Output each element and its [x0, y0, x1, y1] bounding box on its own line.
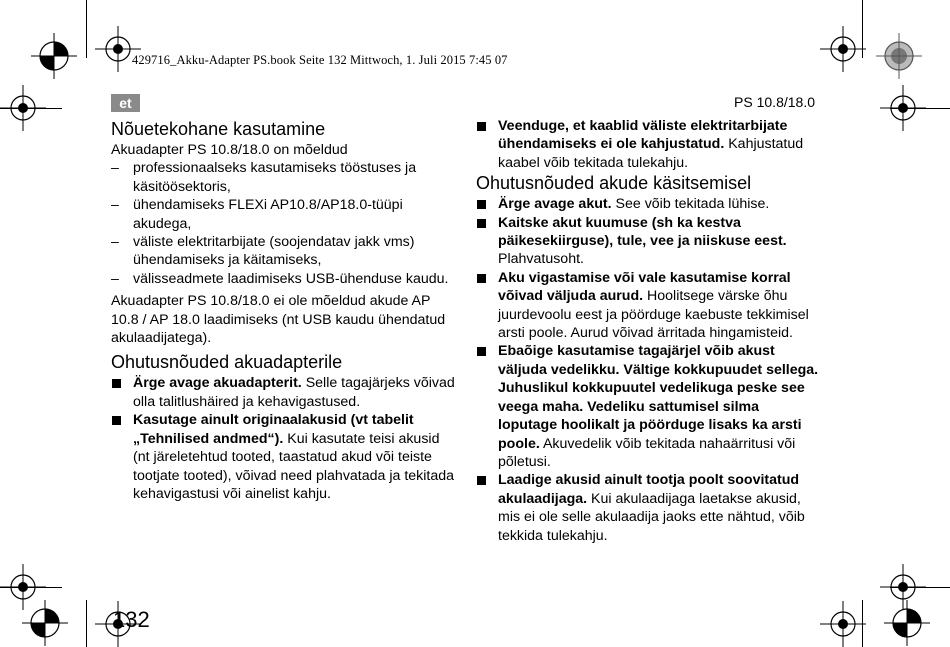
safety-item-bold: Aku vigastamise või vale kasutamise korral võivad väljuda aurud. [498, 269, 791, 305]
safety-item-text: Kui kasutate teisi akusid (nt järeletehtud tooted, taastatud akud või teiste tootjate tooted), võivad need plahvatada ja tekitada kehavigastusi või ainelist kahju. [133, 430, 455, 502]
section-heading-adapter-safety: Ohutusnõuded akuadapterile [111, 352, 343, 373]
registration-mark-icon [884, 600, 930, 646]
crop-line-bottom-left [86, 600, 87, 647]
safety-item-text: Akuvedelik võib tekitada nahaärritusi või põletusi. [498, 435, 796, 470]
safety-item-bold: Kaitske akut kuumuse (sh ka kestva päikesekiirguse), tule, vee ja niiskuse eest. [498, 214, 787, 250]
registration-mark-icon [820, 601, 866, 647]
safety-item-bold: Ebaõige kasutamise tagajärjel võib akust väljuda vedelikku. Vältige kokkupuudet sellega. Juhuslikul kokkupuutel vedelikuga peske see veega maha. Vedeliku sattumisel silma loputage hoolikalt ja pöörduge lisaks ka arsti poole. [498, 343, 819, 452]
safety-item-bold: Veenduge, et kaablid väliste elektritarbijate ühendamiseks ei ole kahjustatud. [498, 118, 788, 153]
color-registration-mark-icon [876, 33, 922, 79]
square-bullet-icon [477, 122, 486, 131]
square-bullet-icon [112, 416, 121, 425]
safety-item-bold: Kasutage ainult originaalakusid (vt tabelit „Tehnilised andmed“). [133, 412, 414, 447]
registration-mark-icon [0, 85, 46, 131]
square-bullet-icon [477, 347, 486, 356]
dash-list-item: – ühendamiseks FLEXi AP10.8/AP18.0-tüüpi akudega, [111, 196, 456, 233]
safety-item [111, 411, 456, 503]
safety-item [476, 269, 821, 343]
dash-list-item: – välisseadmete laadimiseks USB-ühenduse kaudu. [111, 270, 456, 288]
safety-item [476, 342, 821, 471]
section-heading-battery-safety: Ohutusnõuded akude käsitsemisel [476, 173, 752, 194]
model-header: PS 10.8/18.0 [734, 94, 815, 110]
square-bullet-icon [477, 219, 486, 228]
safety-item-text: Kahjustatud kaabel võib tekitada tulekahju. [498, 136, 804, 171]
registration-mark-icon [880, 85, 926, 131]
intro-text: Akuadapter PS 10.8/18.0 on mõeldud [111, 142, 348, 158]
not-intended-note: Akuadapter PS 10.8/18.0 ei ole mõeldud akude AP 10.8 / AP 18.0 laadimiseks (nt USB kaudu ühendatud akulaadijatega). [111, 293, 446, 347]
safety-item-bold: Laadige akusid ainult tootja poolt soovitatud akulaadijaga. [498, 472, 800, 507]
safety-item [476, 471, 821, 545]
safety-item-text: See võib tekitada lühise. [611, 196, 770, 213]
safety-item-text: Plahvatusoht. [498, 251, 584, 268]
square-bullet-icon [477, 200, 486, 209]
registration-mark-icon [820, 26, 866, 72]
dash-list-item: – väliste elektritarbijate (soojendatav jakk vms) ühendamiseks ja käitamiseks, [111, 233, 456, 270]
page-number: 132 [113, 607, 150, 627]
safety-item-text: Kui akulaadijaga laetakse akusid, mis ei ole selle akulaadija jaoks ette nähtud, võib tekkida tulekahju. [498, 490, 805, 544]
left-column [111, 118, 456, 503]
safety-item-text: Selle tagajärjeks võivad olla talitlushäired ja kehavigastused. [133, 375, 455, 410]
square-bullet-icon [112, 379, 121, 388]
safety-item [476, 117, 821, 172]
book-file-header: 429716_Akku-Adapter PS.book Seite 132 Mittwoch, 1. Juli 2015 7:45 07 [132, 53, 508, 67]
square-bullet-icon [477, 476, 486, 485]
right-column [476, 117, 821, 545]
safety-item [476, 195, 821, 213]
square-bullet-icon [477, 274, 486, 283]
safety-item-bold: Ärge avage akut. [498, 196, 612, 213]
safety-item [476, 214, 821, 269]
dash-list-item: – professionaalseks kasutamiseks tööstuses ja käsitöösektoris, [111, 159, 456, 196]
section-heading-intended-use: Nõuetekohane kasutamine [111, 119, 326, 139]
language-badge: et [111, 94, 140, 112]
safety-item-bold: Ärge avage akuadapterit. [133, 375, 302, 392]
safety-item-text: Hoolitsege värske õhu juurdevoolu eest ja pöörduge kaebuste tekkimisel arsti poole. Aurud võivad ärritada hingamisteid. [498, 288, 809, 342]
registration-mark-icon [31, 33, 77, 79]
registration-mark-icon [22, 600, 68, 646]
crop-line-top-left [86, 0, 87, 58]
safety-item [111, 374, 456, 411]
